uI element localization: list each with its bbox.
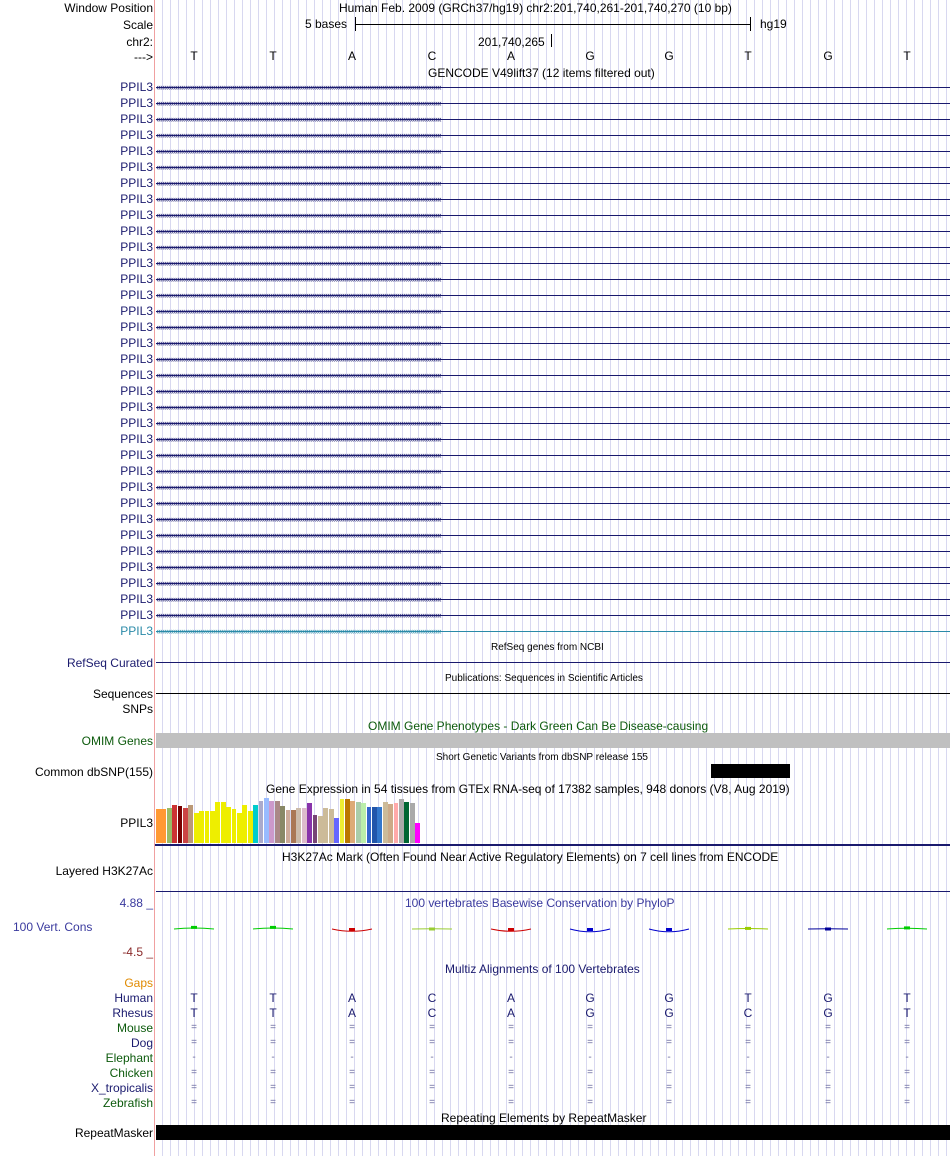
gtex-tissue-bar[interactable]: [269, 801, 274, 843]
alignment-base: =: [349, 1082, 355, 1093]
gencode-strand-arrows: ‹‹‹‹‹‹‹‹‹‹‹‹‹‹‹‹‹‹‹‹‹‹‹‹‹‹‹‹‹‹‹‹‹‹‹‹‹‹‹‹‹‹‹‹‹‹‹‹‹‹‹‹‹‹‹‹‹‹‹‹‹‹‹‹‹‹‹‹‹‹‹‹‹‹‹‹‹‹‹‹‹‹‹‹‹‹‹‹‹‹‹‹‹‹‹‹‹‹‹‹‹‹‹‹‹‹‹‹‹‹‹‹‹‹‹‹‹‹‹‹‹‹‹‹‹‹‹‹‹‹‹‹‹‹‹‹‹‹‹‹‹‹‹‹‹‹‹‹‹‹: [156, 514, 441, 524]
h3k27ac-track-label[interactable]: Layered H3K27Ac: [55, 864, 153, 878]
gtex-tissue-bar[interactable]: [350, 801, 355, 843]
gencode-gene-label[interactable]: PPIL3: [120, 144, 153, 158]
alignment-base: =: [191, 1022, 197, 1033]
gencode-gene-label[interactable]: PPIL3: [120, 624, 153, 638]
gtex-tissue-bar[interactable]: [183, 808, 188, 843]
h3k27ac-track-title: H3K27Ac Mark (Often Found Near Active Regulatory Elements) on 7 cell lines from ENCODE: [282, 850, 779, 864]
phylop-track-label[interactable]: 100 Vert. Cons: [13, 920, 93, 934]
omim-track-bar[interactable]: [156, 733, 950, 748]
scale-bar-left-tick: [355, 17, 356, 31]
gtex-tissue-bar[interactable]: [361, 803, 366, 843]
alignment-base: A: [347, 991, 356, 1005]
alignment-base: =: [349, 1037, 355, 1048]
gencode-strand-arrows: ‹‹‹‹‹‹‹‹‹‹‹‹‹‹‹‹‹‹‹‹‹‹‹‹‹‹‹‹‹‹‹‹‹‹‹‹‹‹‹‹‹‹‹‹‹‹‹‹‹‹‹‹‹‹‹‹‹‹‹‹‹‹‹‹‹‹‹‹‹‹‹‹‹‹‹‹‹‹‹‹‹‹‹‹‹‹‹‹‹‹‹‹‹‹‹‹‹‹‹‹‹‹‹‹‹‹‹‹‹‹‹‹‹‹‹‹‹‹‹‹‹‹‹‹‹‹‹‹‹‹‹‹‹‹‹‹‹‹‹‹‹‹‹‹‹‹‹‹‹‹: [156, 194, 441, 204]
position-tick: [551, 34, 552, 47]
gencode-gene-label[interactable]: PPIL3: [120, 352, 153, 366]
phylop-min-label: -4.5 _: [122, 945, 153, 959]
alignment-base: C: [427, 991, 437, 1005]
alignment-base: -: [350, 1052, 354, 1063]
gtex-tissue-bar[interactable]: [242, 805, 247, 843]
gencode-strand-arrows: ‹‹‹‹‹‹‹‹‹‹‹‹‹‹‹‹‹‹‹‹‹‹‹‹‹‹‹‹‹‹‹‹‹‹‹‹‹‹‹‹‹‹‹‹‹‹‹‹‹‹‹‹‹‹‹‹‹‹‹‹‹‹‹‹‹‹‹‹‹‹‹‹‹‹‹‹‹‹‹‹‹‹‹‹‹‹‹‹‹‹‹‹‹‹‹‹‹‹‹‹‹‹‹‹‹‹‹‹‹‹‹‹‹‹‹‹‹‹‹‹‹‹‹‹‹‹‹‹‹‹‹‹‹‹‹‹‹‹‹‹‹‹‹‹‹‹‹‹‹‹: [156, 226, 441, 236]
dbsnp-track-label[interactable]: Common dbSNP(155): [34, 765, 153, 779]
alignment-base: G: [664, 1006, 674, 1020]
alignment-base: T: [903, 1006, 911, 1020]
gtex-tissue-bar[interactable]: [210, 811, 215, 843]
alignment-base: =: [508, 1037, 514, 1048]
alignment-base: =: [429, 1037, 435, 1048]
refseq-track-label[interactable]: RefSeq Curated: [66, 656, 153, 670]
gtex-tissue-bar[interactable]: [415, 823, 420, 843]
gtex-tissue-bar[interactable]: [356, 802, 361, 843]
gencode-gene-label[interactable]: PPIL3: [120, 400, 153, 414]
gtex-tissue-bar[interactable]: [178, 806, 183, 843]
alignment-base: -: [588, 1052, 592, 1063]
gencode-strand-arrows: ‹‹‹‹‹‹‹‹‹‹‹‹‹‹‹‹‹‹‹‹‹‹‹‹‹‹‹‹‹‹‹‹‹‹‹‹‹‹‹‹‹‹‹‹‹‹‹‹‹‹‹‹‹‹‹‹‹‹‹‹‹‹‹‹‹‹‹‹‹‹‹‹‹‹‹‹‹‹‹‹‹‹‹‹‹‹‹‹‹‹‹‹‹‹‹‹‹‹‹‹‹‹‹‹‹‹‹‹‹‹‹‹‹‹‹‹‹‹‹‹‹‹‹‹‹‹‹‹‹‹‹‹‹‹‹‹‹‹‹‹‹‹‹‹‹‹‹‹‹‹: [156, 578, 441, 588]
dbsnp-track-title: Short Genetic Variants from dbSNP release 155: [436, 752, 648, 763]
gencode-strand-arrows: ‹‹‹‹‹‹‹‹‹‹‹‹‹‹‹‹‹‹‹‹‹‹‹‹‹‹‹‹‹‹‹‹‹‹‹‹‹‹‹‹‹‹‹‹‹‹‹‹‹‹‹‹‹‹‹‹‹‹‹‹‹‹‹‹‹‹‹‹‹‹‹‹‹‹‹‹‹‹‹‹‹‹‹‹‹‹‹‹‹‹‹‹‹‹‹‹‹‹‹‹‹‹‹‹‹‹‹‹‹‹‹‹‹‹‹‹‹‹‹‹‹‹‹‹‹‹‹‹‹‹‹‹‹‹‹‹‹‹‹‹‹‹‹‹‹‹‹‹‹‹: [156, 82, 441, 92]
alignment-base: =: [508, 1082, 514, 1093]
gencode-strand-arrows: ‹‹‹‹‹‹‹‹‹‹‹‹‹‹‹‹‹‹‹‹‹‹‹‹‹‹‹‹‹‹‹‹‹‹‹‹‹‹‹‹‹‹‹‹‹‹‹‹‹‹‹‹‹‹‹‹‹‹‹‹‹‹‹‹‹‹‹‹‹‹‹‹‹‹‹‹‹‹‹‹‹‹‹‹‹‹‹‹‹‹‹‹‹‹‹‹‹‹‹‹‹‹‹‹‹‹‹‹‹‹‹‹‹‹‹‹‹‹‹‹‹‹‹‹‹‹‹‹‹‹‹‹‹‹‹‹‹‹‹‹‹‹‹‹‹‹‹‹‹‹: [156, 322, 441, 332]
gencode-gene-label[interactable]: PPIL3: [120, 512, 153, 526]
alignment-base: C: [427, 1006, 437, 1020]
gencode-gene-label[interactable]: PPIL3: [120, 384, 153, 398]
alignment-base: T: [744, 991, 752, 1005]
species-label[interactable]: Zebrafish: [102, 1096, 153, 1110]
gtex-tissue-bar[interactable]: [226, 807, 231, 843]
gencode-gene-label[interactable]: PPIL3: [120, 464, 153, 478]
alignment-base: =: [587, 1037, 593, 1048]
alignment-base: G: [664, 991, 674, 1005]
alignment-base: =: [904, 1082, 910, 1093]
phylop-score-point: [508, 928, 514, 931]
alignment-base: =: [270, 1022, 276, 1033]
gencode-strand-arrows: ‹‹‹‹‹‹‹‹‹‹‹‹‹‹‹‹‹‹‹‹‹‹‹‹‹‹‹‹‹‹‹‹‹‹‹‹‹‹‹‹‹‹‹‹‹‹‹‹‹‹‹‹‹‹‹‹‹‹‹‹‹‹‹‹‹‹‹‹‹‹‹‹‹‹‹‹‹‹‹‹‹‹‹‹‹‹‹‹‹‹‹‹‹‹‹‹‹‹‹‹‹‹‹‹‹‹‹‹‹‹‹‹‹‹‹‹‹‹‹‹‹‹‹‹‹‹‹‹‹‹‹‹‹‹‹‹‹‹‹‹‹‹‹‹‹‹‹‹‹‹: [156, 466, 441, 476]
species-label[interactable]: Elephant: [105, 1051, 153, 1065]
phylop-max-label: 4.88 _: [119, 896, 153, 910]
gtex-tissue-bar[interactable]: [205, 811, 210, 843]
gencode-gene-label[interactable]: PPIL3: [120, 96, 153, 110]
gencode-strand-arrows: ‹‹‹‹‹‹‹‹‹‹‹‹‹‹‹‹‹‹‹‹‹‹‹‹‹‹‹‹‹‹‹‹‹‹‹‹‹‹‹‹‹‹‹‹‹‹‹‹‹‹‹‹‹‹‹‹‹‹‹‹‹‹‹‹‹‹‹‹‹‹‹‹‹‹‹‹‹‹‹‹‹‹‹‹‹‹‹‹‹‹‹‹‹‹‹‹‹‹‹‹‹‹‹‹‹‹‹‹‹‹‹‹‹‹‹‹‹‹‹‹‹‹‹‹‹‹‹‹‹‹‹‹‹‹‹‹‹‹‹‹‹‹‹‹‹‹‹‹‹‹: [156, 610, 441, 620]
alignment-base: =: [825, 1082, 831, 1093]
gtex-tissue-bar[interactable]: [199, 811, 204, 843]
gencode-gene-label[interactable]: PPIL3: [120, 336, 153, 350]
alignment-base: =: [349, 1067, 355, 1078]
gtex-tissue-bar[interactable]: [221, 802, 226, 843]
alignment-base: =: [745, 1082, 751, 1093]
base-letter: T: [744, 49, 752, 63]
alignment-base: =: [745, 1097, 751, 1108]
alignment-base: -: [509, 1052, 513, 1063]
gtex-tissue-bar[interactable]: [296, 808, 301, 843]
base-letter: G: [585, 49, 595, 63]
base-letter: T: [903, 49, 911, 63]
gtex-baseline: [155, 844, 950, 846]
gtex-tissue-bar[interactable]: [404, 802, 409, 843]
gtex-tissue-bar[interactable]: [156, 809, 161, 843]
alignment-base: -: [746, 1052, 750, 1063]
alignment-base: A: [347, 1006, 356, 1020]
gencode-strand-arrows: ‹‹‹‹‹‹‹‹‹‹‹‹‹‹‹‹‹‹‹‹‹‹‹‹‹‹‹‹‹‹‹‹‹‹‹‹‹‹‹‹‹‹‹‹‹‹‹‹‹‹‹‹‹‹‹‹‹‹‹‹‹‹‹‹‹‹‹‹‹‹‹‹‹‹‹‹‹‹‹‹‹‹‹‹‹‹‹‹‹‹‹‹‹‹‹‹‹‹‹‹‹‹‹‹‹‹‹‹‹‹‹‹‹‹‹‹‹‹‹‹‹‹‹‹‹‹‹‹‹‹‹‹‹‹‹‹‹‹‹‹‹‹‹‹‹‹‹‹‹‹: [156, 306, 441, 316]
gtex-tissue-bar[interactable]: [345, 799, 350, 843]
gencode-gene-label[interactable]: PPIL3: [120, 592, 153, 606]
gtex-tissue-bar[interactable]: [275, 801, 280, 843]
gtex-tissue-bar[interactable]: [286, 810, 291, 843]
gencode-gene-label[interactable]: PPIL3: [120, 448, 153, 462]
phylop-score-point: [349, 928, 355, 931]
position-text: 201,740,265: [478, 35, 545, 49]
gtex-tissue-bar[interactable]: [215, 802, 220, 843]
gencode-strand-arrows: ‹‹‹‹‹‹‹‹‹‹‹‹‹‹‹‹‹‹‹‹‹‹‹‹‹‹‹‹‹‹‹‹‹‹‹‹‹‹‹‹‹‹‹‹‹‹‹‹‹‹‹‹‹‹‹‹‹‹‹‹‹‹‹‹‹‹‹‹‹‹‹‹‹‹‹‹‹‹‹‹‹‹‹‹‹‹‹‹‹‹‹‹‹‹‹‹‹‹‹‹‹‹‹‹‹‹‹‹‹‹‹‹‹‹‹‹‹‹‹‹‹‹‹‹‹‹‹‹‹‹‹‹‹‹‹‹‹‹‹‹‹‹‹‹‹‹‹‹‹‹: [156, 546, 441, 556]
alignment-base: =: [745, 1067, 751, 1078]
chrom-label: chr2:: [126, 35, 153, 49]
alignment-base: -: [826, 1052, 830, 1063]
base-letter: G: [823, 49, 833, 63]
alignment-base: -: [667, 1052, 671, 1063]
base-letter: G: [664, 49, 674, 63]
gencode-strand-arrows: ‹‹‹‹‹‹‹‹‹‹‹‹‹‹‹‹‹‹‹‹‹‹‹‹‹‹‹‹‹‹‹‹‹‹‹‹‹‹‹‹‹‹‹‹‹‹‹‹‹‹‹‹‹‹‹‹‹‹‹‹‹‹‹‹‹‹‹‹‹‹‹‹‹‹‹‹‹‹‹‹‹‹‹‹‹‹‹‹‹‹‹‹‹‹‹‹‹‹‹‹‹‹‹‹‹‹‹‹‹‹‹‹‹‹‹‹‹‹‹‹‹‹‹‹‹‹‹‹‹‹‹‹‹‹‹‹‹‹‹‹‹‹‹‹‹‹‹‹‹‹: [156, 450, 441, 460]
alignment-base: =: [825, 1097, 831, 1108]
gtex-tissue-bar[interactable]: [383, 802, 388, 843]
gtex-tissue-bar[interactable]: [161, 809, 166, 843]
alignment-base: =: [666, 1082, 672, 1093]
omim-track-label[interactable]: OMIM Genes: [81, 734, 153, 748]
alignment-base: =: [745, 1022, 751, 1033]
alignment-base: =: [904, 1022, 910, 1033]
gencode-strand-arrows: ‹‹‹‹‹‹‹‹‹‹‹‹‹‹‹‹‹‹‹‹‹‹‹‹‹‹‹‹‹‹‹‹‹‹‹‹‹‹‹‹‹‹‹‹‹‹‹‹‹‹‹‹‹‹‹‹‹‹‹‹‹‹‹‹‹‹‹‹‹‹‹‹‹‹‹‹‹‹‹‹‹‹‹‹‹‹‹‹‹‹‹‹‹‹‹‹‹‹‹‹‹‹‹‹‹‹‹‹‹‹‹‹‹‹‹‹‹‹‹‹‹‹‹‹‹‹‹‹‹‹‹‹‹‹‹‹‹‹‹‹‹‹‹‹‹‹‹‹‹‹: [156, 386, 441, 396]
scale-label: Scale: [122, 18, 153, 32]
alignment-base: =: [349, 1022, 355, 1033]
gencode-gene-label[interactable]: PPIL3: [120, 320, 153, 334]
gtex-tissue-bar[interactable]: [394, 803, 399, 843]
alignment-base: =: [825, 1037, 831, 1048]
alignment-base: -: [271, 1052, 275, 1063]
gencode-strand-arrows: ‹‹‹‹‹‹‹‹‹‹‹‹‹‹‹‹‹‹‹‹‹‹‹‹‹‹‹‹‹‹‹‹‹‹‹‹‹‹‹‹‹‹‹‹‹‹‹‹‹‹‹‹‹‹‹‹‹‹‹‹‹‹‹‹‹‹‹‹‹‹‹‹‹‹‹‹‹‹‹‹‹‹‹‹‹‹‹‹‹‹‹‹‹‹‹‹‹‹‹‹‹‹‹‹‹‹‹‹‹‹‹‹‹‹‹‹‹‹‹‹‹‹‹‹‹‹‹‹‹‹‹‹‹‹‹‹‹‹‹‹‹‹‹‹‹‹‹‹‹‹: [156, 418, 441, 428]
alignment-base: C: [743, 1006, 753, 1020]
gencode-gene-label[interactable]: PPIL3: [120, 224, 153, 238]
phylop-plot[interactable]: [156, 904, 950, 952]
alignment-base: =: [429, 1082, 435, 1093]
gtex-tissue-bar[interactable]: [399, 799, 404, 843]
gtex-tissue-bar[interactable]: [329, 809, 334, 843]
gtex-tissue-bar[interactable]: [313, 815, 318, 843]
alignment-base: =: [904, 1037, 910, 1048]
gencode-strand-arrows: ‹‹‹‹‹‹‹‹‹‹‹‹‹‹‹‹‹‹‹‹‹‹‹‹‹‹‹‹‹‹‹‹‹‹‹‹‹‹‹‹‹‹‹‹‹‹‹‹‹‹‹‹‹‹‹‹‹‹‹‹‹‹‹‹‹‹‹‹‹‹‹‹‹‹‹‹‹‹‹‹‹‹‹‹‹‹‹‹‹‹‹‹‹‹‹‹‹‹‹‹‹‹‹‹‹‹‹‹‹‹‹‹‹‹‹‹‹‹‹‹‹‹‹‹‹‹‹‹‹‹‹‹‹‹‹‹‹‹‹‹‹‹‹‹‹‹‹‹‹‹: [156, 530, 441, 540]
gencode-strand-arrows: ‹‹‹‹‹‹‹‹‹‹‹‹‹‹‹‹‹‹‹‹‹‹‹‹‹‹‹‹‹‹‹‹‹‹‹‹‹‹‹‹‹‹‹‹‹‹‹‹‹‹‹‹‹‹‹‹‹‹‹‹‹‹‹‹‹‹‹‹‹‹‹‹‹‹‹‹‹‹‹‹‹‹‹‹‹‹‹‹‹‹‹‹‹‹‹‹‹‹‹‹‹‹‹‹‹‹‹‹‹‹‹‹‹‹‹‹‹‹‹‹‹‹‹‹‹‹‹‹‹‹‹‹‹‹‹‹‹‹‹‹‹‹‹‹‹‹‹‹‹‹: [156, 354, 441, 364]
phylop-score-point: [429, 928, 435, 931]
repeatmasker-track-label[interactable]: RepeatMasker: [74, 1126, 153, 1140]
gtex-track-label[interactable]: PPIL3: [120, 816, 153, 830]
alignment-base: =: [429, 1022, 435, 1033]
alignment-base: =: [349, 1097, 355, 1108]
phylop-score-point: [191, 926, 197, 929]
gencode-gene-label[interactable]: PPIL3: [120, 240, 153, 254]
alignment-base: T: [269, 991, 277, 1005]
gencode-strand-arrows: ‹‹‹‹‹‹‹‹‹‹‹‹‹‹‹‹‹‹‹‹‹‹‹‹‹‹‹‹‹‹‹‹‹‹‹‹‹‹‹‹‹‹‹‹‹‹‹‹‹‹‹‹‹‹‹‹‹‹‹‹‹‹‹‹‹‹‹‹‹‹‹‹‹‹‹‹‹‹‹‹‹‹‹‹‹‹‹‹‹‹‹‹‹‹‹‹‹‹‹‹‹‹‹‹‹‹‹‹‹‹‹‹‹‹‹‹‹‹‹‹‹‹‹‹‹‹‹‹‹‹‹‹‹‹‹‹‹‹‹‹‹‹‹‹‹‹‹‹‹‹: [156, 482, 441, 492]
base-letter: A: [347, 49, 356, 63]
gtex-tissue-bar[interactable]: [377, 807, 382, 843]
base-letter: T: [269, 49, 277, 63]
alignment-base: -: [192, 1052, 196, 1063]
strand-label: --->: [134, 50, 153, 64]
repeatmasker-track-title: Repeating Elements by RepeatMasker: [441, 1111, 647, 1125]
alignment-base: =: [666, 1067, 672, 1078]
gencode-gene-label[interactable]: PPIL3: [120, 496, 153, 510]
scale-bar-right-tick: [750, 17, 751, 31]
publications-track-label[interactable]: Sequences: [92, 687, 153, 701]
alignment-base: =: [270, 1082, 276, 1093]
publications-track-line: [156, 693, 950, 694]
gtex-tissue-bar[interactable]: [302, 808, 307, 843]
phylop-score-point: [666, 928, 672, 931]
alignment-base: =: [508, 1097, 514, 1108]
snps-label[interactable]: SNPs: [122, 702, 153, 716]
gencode-strand-arrows: ‹‹‹‹‹‹‹‹‹‹‹‹‹‹‹‹‹‹‹‹‹‹‹‹‹‹‹‹‹‹‹‹‹‹‹‹‹‹‹‹‹‹‹‹‹‹‹‹‹‹‹‹‹‹‹‹‹‹‹‹‹‹‹‹‹‹‹‹‹‹‹‹‹‹‹‹‹‹‹‹‹‹‹‹‹‹‹‹‹‹‹‹‹‹‹‹‹‹‹‹‹‹‹‹‹‹‹‹‹‹‹‹‹‹‹‹‹‹‹‹‹‹‹‹‹‹‹‹‹‹‹‹‹‹‹‹‹‹‹‹‹‹‹‹‹‹‹‹‹‹: [156, 274, 441, 284]
phylop-score-point: [587, 928, 593, 931]
alignment-base: =: [587, 1067, 593, 1078]
species-label[interactable]: Rhesus: [112, 1006, 153, 1020]
alignment-base: =: [270, 1067, 276, 1078]
gencode-strand-arrows: ‹‹‹‹‹‹‹‹‹‹‹‹‹‹‹‹‹‹‹‹‹‹‹‹‹‹‹‹‹‹‹‹‹‹‹‹‹‹‹‹‹‹‹‹‹‹‹‹‹‹‹‹‹‹‹‹‹‹‹‹‹‹‹‹‹‹‹‹‹‹‹‹‹‹‹‹‹‹‹‹‹‹‹‹‹‹‹‹‹‹‹‹‹‹‹‹‹‹‹‹‹‹‹‹‹‹‹‹‹‹‹‹‹‹‹‹‹‹‹‹‹‹‹‹‹‹‹‹‹‹‹‹‹‹‹‹‹‹‹‹‹‹‹‹‹‹‹‹‹‹: [156, 626, 441, 636]
gtex-tissue-bar[interactable]: [248, 811, 253, 843]
gtex-tissue-bar[interactable]: [318, 816, 323, 843]
gencode-gene-label[interactable]: PPIL3: [120, 480, 153, 494]
db-text: hg19: [760, 17, 787, 31]
alignment-base: =: [429, 1097, 435, 1108]
gencode-strand-arrows: ‹‹‹‹‹‹‹‹‹‹‹‹‹‹‹‹‹‹‹‹‹‹‹‹‹‹‹‹‹‹‹‹‹‹‹‹‹‹‹‹‹‹‹‹‹‹‹‹‹‹‹‹‹‹‹‹‹‹‹‹‹‹‹‹‹‹‹‹‹‹‹‹‹‹‹‹‹‹‹‹‹‹‹‹‹‹‹‹‹‹‹‹‹‹‹‹‹‹‹‹‹‹‹‹‹‹‹‹‹‹‹‹‹‹‹‹‹‹‹‹‹‹‹‹‹‹‹‹‹‹‹‹‹‹‹‹‹‹‹‹‹‹‹‹‹‹‹‹‹‹: [156, 290, 441, 300]
gtex-tissue-bar[interactable]: [388, 804, 393, 843]
gtex-tissue-bar[interactable]: [410, 803, 415, 843]
assembly-position-text: Human Feb. 2009 (GRCh37/hg19) chr2:201,740,261-201,740,270 (10 bp): [339, 1, 732, 15]
gtex-tissue-bar[interactable]: [334, 818, 339, 843]
gtex-tissue-bar[interactable]: [280, 806, 285, 843]
gencode-gene-label[interactable]: PPIL3: [120, 304, 153, 318]
gencode-gene-label[interactable]: PPIL3: [120, 416, 153, 430]
alignment-base: =: [270, 1037, 276, 1048]
alignment-base: =: [191, 1082, 197, 1093]
phylop-score-point: [825, 928, 831, 931]
gaps-label: Gaps: [124, 976, 153, 990]
alignment-base: G: [823, 1006, 833, 1020]
publications-track-title: Publications: Sequences in Scientific Articles: [445, 673, 643, 684]
gtex-tissue-bar[interactable]: [194, 813, 199, 843]
dbsnp-variant-block[interactable]: [711, 764, 790, 778]
gencode-strand-arrows: ‹‹‹‹‹‹‹‹‹‹‹‹‹‹‹‹‹‹‹‹‹‹‹‹‹‹‹‹‹‹‹‹‹‹‹‹‹‹‹‹‹‹‹‹‹‹‹‹‹‹‹‹‹‹‹‹‹‹‹‹‹‹‹‹‹‹‹‹‹‹‹‹‹‹‹‹‹‹‹‹‹‹‹‹‹‹‹‹‹‹‹‹‹‹‹‹‹‹‹‹‹‹‹‹‹‹‹‹‹‹‹‹‹‹‹‹‹‹‹‹‹‹‹‹‹‹‹‹‹‹‹‹‹‹‹‹‹‹‹‹‹‹‹‹‹‹‹‹‹‹: [156, 370, 441, 380]
alignment-base: A: [506, 991, 515, 1005]
gencode-gene-label[interactable]: PPIL3: [120, 256, 153, 270]
species-label[interactable]: Mouse: [116, 1021, 153, 1035]
species-label[interactable]: Chicken: [109, 1066, 153, 1080]
alignment-base: =: [587, 1082, 593, 1093]
phylop-score-point: [904, 926, 910, 929]
gencode-gene-label[interactable]: PPIL3: [120, 432, 153, 446]
alignment-base: =: [904, 1067, 910, 1078]
gencode-gene-label[interactable]: PPIL3: [120, 528, 153, 542]
gtex-tissue-bar[interactable]: [372, 807, 377, 843]
gtex-tissue-bar[interactable]: [167, 808, 172, 843]
gencode-strand-arrows: ‹‹‹‹‹‹‹‹‹‹‹‹‹‹‹‹‹‹‹‹‹‹‹‹‹‹‹‹‹‹‹‹‹‹‹‹‹‹‹‹‹‹‹‹‹‹‹‹‹‹‹‹‹‹‹‹‹‹‹‹‹‹‹‹‹‹‹‹‹‹‹‹‹‹‹‹‹‹‹‹‹‹‹‹‹‹‹‹‹‹‹‹‹‹‹‹‹‹‹‹‹‹‹‹‹‹‹‹‹‹‹‹‹‹‹‹‹‹‹‹‹‹‹‹‹‹‹‹‹‹‹‹‹‹‹‹‹‹‹‹‹‹‹‹‹‹‹‹‹‹: [156, 130, 441, 140]
gencode-gene-label[interactable]: PPIL3: [120, 288, 153, 302]
base-letter: A: [506, 49, 515, 63]
scale-text: 5 bases: [305, 17, 348, 31]
gencode-gene-label[interactable]: PPIL3: [120, 368, 153, 382]
gtex-tissue-bar[interactable]: [340, 799, 345, 843]
gtex-tissue-bar[interactable]: [307, 803, 312, 843]
gencode-gene-label[interactable]: PPIL3: [120, 192, 153, 206]
alignment-base: -: [905, 1052, 909, 1063]
alignment-base: -: [430, 1052, 434, 1063]
gtex-tissue-bar[interactable]: [172, 805, 177, 843]
alignment-base: =: [508, 1067, 514, 1078]
alignment-base: =: [666, 1037, 672, 1048]
species-label[interactable]: X_tropicalis: [90, 1081, 153, 1095]
gtex-tissue-bar[interactable]: [259, 801, 264, 843]
gtex-tissue-bar[interactable]: [264, 798, 269, 843]
base-letter: T: [190, 49, 198, 63]
alignment-base: =: [191, 1097, 197, 1108]
gtex-track-title: Gene Expression in 54 tissues from GTEx RNA-seq of 17382 samples, 948 donors (V8, Aug 2019): [266, 782, 790, 796]
phylop-score-point: [745, 927, 751, 930]
alignment-base: =: [191, 1067, 197, 1078]
alignment-base: T: [269, 1006, 277, 1020]
species-label[interactable]: Human: [114, 991, 153, 1005]
gencode-gene-label[interactable]: PPIL3: [120, 272, 153, 286]
repeatmasker-bar[interactable]: [156, 1125, 950, 1140]
gencode-strand-arrows: ‹‹‹‹‹‹‹‹‹‹‹‹‹‹‹‹‹‹‹‹‹‹‹‹‹‹‹‹‹‹‹‹‹‹‹‹‹‹‹‹‹‹‹‹‹‹‹‹‹‹‹‹‹‹‹‹‹‹‹‹‹‹‹‹‹‹‹‹‹‹‹‹‹‹‹‹‹‹‹‹‹‹‹‹‹‹‹‹‹‹‹‹‹‹‹‹‹‹‹‹‹‹‹‹‹‹‹‹‹‹‹‹‹‹‹‹‹‹‹‹‹‹‹‹‹‹‹‹‹‹‹‹‹‹‹‹‹‹‹‹‹‹‹‹‹‹‹‹‹‹: [156, 146, 441, 156]
alignment-base: =: [745, 1037, 751, 1048]
gencode-gene-label[interactable]: PPIL3: [120, 576, 153, 590]
gencode-strand-arrows: ‹‹‹‹‹‹‹‹‹‹‹‹‹‹‹‹‹‹‹‹‹‹‹‹‹‹‹‹‹‹‹‹‹‹‹‹‹‹‹‹‹‹‹‹‹‹‹‹‹‹‹‹‹‹‹‹‹‹‹‹‹‹‹‹‹‹‹‹‹‹‹‹‹‹‹‹‹‹‹‹‹‹‹‹‹‹‹‹‹‹‹‹‹‹‹‹‹‹‹‹‹‹‹‹‹‹‹‹‹‹‹‹‹‹‹‹‹‹‹‹‹‹‹‹‹‹‹‹‹‹‹‹‹‹‹‹‹‹‹‹‹‹‹‹‹‹‹‹‹‹: [156, 338, 441, 348]
gencode-gene-label[interactable]: PPIL3: [120, 560, 153, 574]
window-position-label: Window Position: [64, 1, 153, 15]
gencode-strand-arrows: ‹‹‹‹‹‹‹‹‹‹‹‹‹‹‹‹‹‹‹‹‹‹‹‹‹‹‹‹‹‹‹‹‹‹‹‹‹‹‹‹‹‹‹‹‹‹‹‹‹‹‹‹‹‹‹‹‹‹‹‹‹‹‹‹‹‹‹‹‹‹‹‹‹‹‹‹‹‹‹‹‹‹‹‹‹‹‹‹‹‹‹‹‹‹‹‹‹‹‹‹‹‹‹‹‹‹‹‹‹‹‹‹‹‹‹‹‹‹‹‹‹‹‹‹‹‹‹‹‹‹‹‹‹‹‹‹‹‹‹‹‹‹‹‹‹‹‹‹‹‹: [156, 258, 441, 268]
alignment-base: =: [270, 1097, 276, 1108]
alignment-base: T: [190, 991, 198, 1005]
alignment-base: A: [506, 1006, 515, 1020]
alignment-base: G: [585, 1006, 595, 1020]
h3k27ac-baseline: [156, 891, 950, 892]
alignment-base: =: [587, 1022, 593, 1033]
alignment-base: =: [825, 1067, 831, 1078]
panel-divider: [154, 0, 155, 1156]
alignment-base: =: [825, 1022, 831, 1033]
gencode-gene-label[interactable]: PPIL3: [120, 112, 153, 126]
gencode-gene-label[interactable]: PPIL3: [120, 176, 153, 190]
alignment-base: =: [666, 1022, 672, 1033]
alignment-base: T: [190, 1006, 198, 1020]
gtex-tissue-bar[interactable]: [237, 813, 242, 843]
alignment-base: G: [823, 991, 833, 1005]
phylop-score-point: [270, 926, 276, 929]
gencode-strand-arrows: ‹‹‹‹‹‹‹‹‹‹‹‹‹‹‹‹‹‹‹‹‹‹‹‹‹‹‹‹‹‹‹‹‹‹‹‹‹‹‹‹‹‹‹‹‹‹‹‹‹‹‹‹‹‹‹‹‹‹‹‹‹‹‹‹‹‹‹‹‹‹‹‹‹‹‹‹‹‹‹‹‹‹‹‹‹‹‹‹‹‹‹‹‹‹‹‹‹‹‹‹‹‹‹‹‹‹‹‹‹‹‹‹‹‹‹‹‹‹‹‹‹‹‹‹‹‹‹‹‹‹‹‹‹‹‹‹‹‹‹‹‹‹‹‹‹‹‹‹‹‹: [156, 162, 441, 172]
gtex-tissue-bar[interactable]: [367, 807, 372, 843]
species-label[interactable]: Dog: [130, 1036, 153, 1050]
alignment-base: =: [191, 1037, 197, 1048]
alignment-base: =: [429, 1067, 435, 1078]
alignment-base: =: [508, 1022, 514, 1033]
base-letter: C: [427, 49, 437, 63]
refseq-track-title: RefSeq genes from NCBI: [491, 642, 604, 653]
gencode-strand-arrows: ‹‹‹‹‹‹‹‹‹‹‹‹‹‹‹‹‹‹‹‹‹‹‹‹‹‹‹‹‹‹‹‹‹‹‹‹‹‹‹‹‹‹‹‹‹‹‹‹‹‹‹‹‹‹‹‹‹‹‹‹‹‹‹‹‹‹‹‹‹‹‹‹‹‹‹‹‹‹‹‹‹‹‹‹‹‹‹‹‹‹‹‹‹‹‹‹‹‹‹‹‹‹‹‹‹‹‹‹‹‹‹‹‹‹‹‹‹‹‹‹‹‹‹‹‹‹‹‹‹‹‹‹‹‹‹‹‹‹‹‹‹‹‹‹‹‹‹‹‹‹: [156, 594, 441, 604]
gencode-track-title: GENCODE V49lift37 (12 items filtered out): [428, 66, 655, 80]
gtex-tissue-bar[interactable]: [253, 805, 258, 843]
gencode-gene-label[interactable]: PPIL3: [120, 160, 153, 174]
gtex-tissue-bar[interactable]: [232, 809, 237, 843]
omim-track-title: OMIM Gene Phenotypes - Dark Green Can Be Disease-causing: [368, 719, 709, 733]
gtex-tissue-bar[interactable]: [323, 808, 328, 843]
gencode-gene-label[interactable]: PPIL3: [120, 544, 153, 558]
gencode-gene-label[interactable]: PPIL3: [120, 128, 153, 142]
alignment-base: T: [903, 991, 911, 1005]
gencode-gene-label[interactable]: PPIL3: [120, 208, 153, 222]
gencode-gene-label[interactable]: PPIL3: [120, 80, 153, 94]
gencode-strand-arrows: ‹‹‹‹‹‹‹‹‹‹‹‹‹‹‹‹‹‹‹‹‹‹‹‹‹‹‹‹‹‹‹‹‹‹‹‹‹‹‹‹‹‹‹‹‹‹‹‹‹‹‹‹‹‹‹‹‹‹‹‹‹‹‹‹‹‹‹‹‹‹‹‹‹‹‹‹‹‹‹‹‹‹‹‹‹‹‹‹‹‹‹‹‹‹‹‹‹‹‹‹‹‹‹‹‹‹‹‹‹‹‹‹‹‹‹‹‹‹‹‹‹‹‹‹‹‹‹‹‹‹‹‹‹‹‹‹‹‹‹‹‹‹‹‹‹‹‹‹‹‹: [156, 498, 441, 508]
phylop-track-title: 100 vertebrates Basewise Conservation by PhyloP: [405, 896, 675, 910]
multiz-track-title: Multiz Alignments of 100 Vertebrates: [445, 962, 640, 976]
alignment-base: =: [666, 1097, 672, 1108]
scale-bar: [355, 24, 751, 25]
refseq-track-line: [156, 662, 950, 663]
gtex-tissue-bar[interactable]: [291, 810, 296, 843]
alignment-base: =: [904, 1097, 910, 1108]
alignment-base: =: [587, 1097, 593, 1108]
alignment-base: G: [585, 991, 595, 1005]
gencode-strand-arrows: ‹‹‹‹‹‹‹‹‹‹‹‹‹‹‹‹‹‹‹‹‹‹‹‹‹‹‹‹‹‹‹‹‹‹‹‹‹‹‹‹‹‹‹‹‹‹‹‹‹‹‹‹‹‹‹‹‹‹‹‹‹‹‹‹‹‹‹‹‹‹‹‹‹‹‹‹‹‹‹‹‹‹‹‹‹‹‹‹‹‹‹‹‹‹‹‹‹‹‹‹‹‹‹‹‹‹‹‹‹‹‹‹‹‹‹‹‹‹‹‹‹‹‹‹‹‹‹‹‹‹‹‹‹‹‹‹‹‹‹‹‹‹‹‹‹‹‹‹‹‹: [156, 114, 441, 124]
gencode-strand-arrows: ‹‹‹‹‹‹‹‹‹‹‹‹‹‹‹‹‹‹‹‹‹‹‹‹‹‹‹‹‹‹‹‹‹‹‹‹‹‹‹‹‹‹‹‹‹‹‹‹‹‹‹‹‹‹‹‹‹‹‹‹‹‹‹‹‹‹‹‹‹‹‹‹‹‹‹‹‹‹‹‹‹‹‹‹‹‹‹‹‹‹‹‹‹‹‹‹‹‹‹‹‹‹‹‹‹‹‹‹‹‹‹‹‹‹‹‹‹‹‹‹‹‹‹‹‹‹‹‹‹‹‹‹‹‹‹‹‹‹‹‹‹‹‹‹‹‹‹‹‹‹: [156, 562, 441, 572]
gencode-strand-arrows: ‹‹‹‹‹‹‹‹‹‹‹‹‹‹‹‹‹‹‹‹‹‹‹‹‹‹‹‹‹‹‹‹‹‹‹‹‹‹‹‹‹‹‹‹‹‹‹‹‹‹‹‹‹‹‹‹‹‹‹‹‹‹‹‹‹‹‹‹‹‹‹‹‹‹‹‹‹‹‹‹‹‹‹‹‹‹‹‹‹‹‹‹‹‹‹‹‹‹‹‹‹‹‹‹‹‹‹‹‹‹‹‹‹‹‹‹‹‹‹‹‹‹‹‹‹‹‹‹‹‹‹‹‹‹‹‹‹‹‹‹‹‹‹‹‹‹‹‹‹‹: [156, 98, 441, 108]
gencode-strand-arrows: ‹‹‹‹‹‹‹‹‹‹‹‹‹‹‹‹‹‹‹‹‹‹‹‹‹‹‹‹‹‹‹‹‹‹‹‹‹‹‹‹‹‹‹‹‹‹‹‹‹‹‹‹‹‹‹‹‹‹‹‹‹‹‹‹‹‹‹‹‹‹‹‹‹‹‹‹‹‹‹‹‹‹‹‹‹‹‹‹‹‹‹‹‹‹‹‹‹‹‹‹‹‹‹‹‹‹‹‹‹‹‹‹‹‹‹‹‹‹‹‹‹‹‹‹‹‹‹‹‹‹‹‹‹‹‹‹‹‹‹‹‹‹‹‹‹‹‹‹‹‹: [156, 242, 441, 252]
gencode-strand-arrows: ‹‹‹‹‹‹‹‹‹‹‹‹‹‹‹‹‹‹‹‹‹‹‹‹‹‹‹‹‹‹‹‹‹‹‹‹‹‹‹‹‹‹‹‹‹‹‹‹‹‹‹‹‹‹‹‹‹‹‹‹‹‹‹‹‹‹‹‹‹‹‹‹‹‹‹‹‹‹‹‹‹‹‹‹‹‹‹‹‹‹‹‹‹‹‹‹‹‹‹‹‹‹‹‹‹‹‹‹‹‹‹‹‹‹‹‹‹‹‹‹‹‹‹‹‹‹‹‹‹‹‹‹‹‹‹‹‹‹‹‹‹‹‹‹‹‹‹‹‹‹: [156, 210, 441, 220]
gencode-strand-arrows: ‹‹‹‹‹‹‹‹‹‹‹‹‹‹‹‹‹‹‹‹‹‹‹‹‹‹‹‹‹‹‹‹‹‹‹‹‹‹‹‹‹‹‹‹‹‹‹‹‹‹‹‹‹‹‹‹‹‹‹‹‹‹‹‹‹‹‹‹‹‹‹‹‹‹‹‹‹‹‹‹‹‹‹‹‹‹‹‹‹‹‹‹‹‹‹‹‹‹‹‹‹‹‹‹‹‹‹‹‹‹‹‹‹‹‹‹‹‹‹‹‹‹‹‹‹‹‹‹‹‹‹‹‹‹‹‹‹‹‹‹‹‹‹‹‹‹‹‹‹‹: [156, 434, 441, 444]
gencode-strand-arrows: ‹‹‹‹‹‹‹‹‹‹‹‹‹‹‹‹‹‹‹‹‹‹‹‹‹‹‹‹‹‹‹‹‹‹‹‹‹‹‹‹‹‹‹‹‹‹‹‹‹‹‹‹‹‹‹‹‹‹‹‹‹‹‹‹‹‹‹‹‹‹‹‹‹‹‹‹‹‹‹‹‹‹‹‹‹‹‹‹‹‹‹‹‹‹‹‹‹‹‹‹‹‹‹‹‹‹‹‹‹‹‹‹‹‹‹‹‹‹‹‹‹‹‹‹‹‹‹‹‹‹‹‹‹‹‹‹‹‹‹‹‹‹‹‹‹‹‹‹‹‹: [156, 402, 441, 412]
gencode-strand-arrows: ‹‹‹‹‹‹‹‹‹‹‹‹‹‹‹‹‹‹‹‹‹‹‹‹‹‹‹‹‹‹‹‹‹‹‹‹‹‹‹‹‹‹‹‹‹‹‹‹‹‹‹‹‹‹‹‹‹‹‹‹‹‹‹‹‹‹‹‹‹‹‹‹‹‹‹‹‹‹‹‹‹‹‹‹‹‹‹‹‹‹‹‹‹‹‹‹‹‹‹‹‹‹‹‹‹‹‹‹‹‹‹‹‹‹‹‹‹‹‹‹‹‹‹‹‹‹‹‹‹‹‹‹‹‹‹‹‹‹‹‹‹‹‹‹‹‹‹‹‹‹: [156, 178, 441, 188]
gtex-tissue-bar[interactable]: [188, 805, 193, 843]
gencode-gene-label[interactable]: PPIL3: [120, 608, 153, 622]
